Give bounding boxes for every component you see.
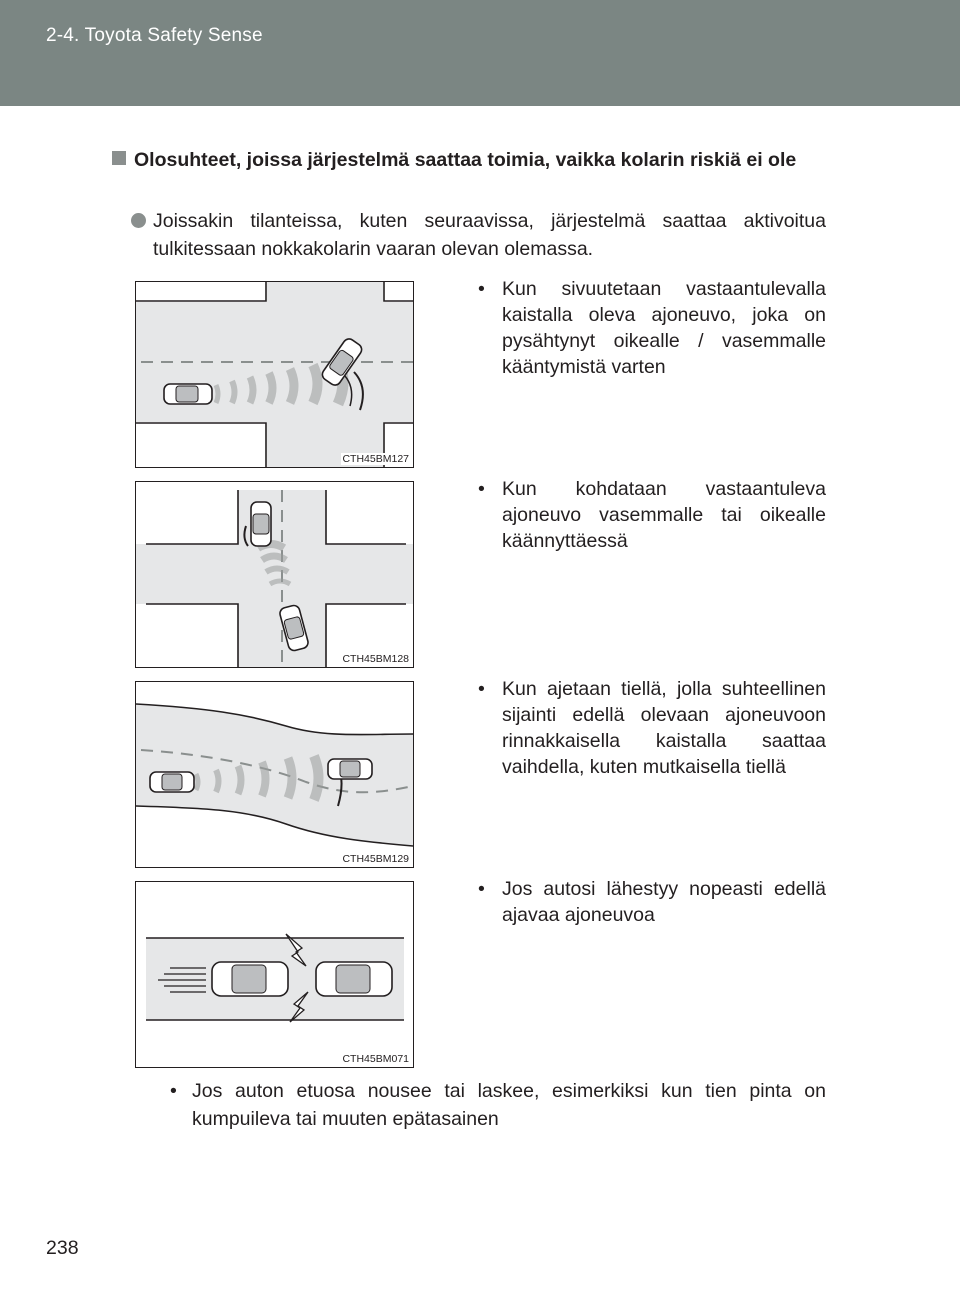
figure-winding-road: [135, 681, 414, 868]
bullet-item-oncoming: [478, 476, 826, 554]
figure-code: CTH45BM127: [342, 453, 409, 465]
figure-illustration: [136, 682, 413, 867]
section-heading-text: Olosuhteet, joissa järjestelmä saattaa toimia, vaikka kolarin riskiä ei ole: [134, 149, 797, 171]
section-heading: [112, 146, 826, 174]
figure-illustration: [136, 482, 413, 667]
figure-code: CTH45BM129: [342, 853, 409, 865]
chapter-title: 2-4. Toyota Safety Sense: [46, 25, 263, 46]
figure-code: CTH45BM071: [342, 1053, 409, 1065]
intro-text: Joissakin tilanteissa, kuten seuraavissa, järjestelmä saattaa aktivoitua tulkitessaan nokkakolarin vaaran olevan olemassa.: [153, 210, 826, 260]
bullet-text: Kun ajetaan tiellä, jolla suhteellinen sijainti edellä olevaan ajoneuvoon rinnakkaisella kaistalla saattaa vaihdella, kuten mutkaisella tiellä: [502, 678, 826, 778]
bullet-item-rapid-approach: [478, 876, 826, 928]
figure-illustration: [136, 882, 413, 1067]
round-bullet-icon: [131, 213, 146, 228]
bullet-item-winding-road: [478, 676, 826, 780]
bullet-text: Kun sivuutetaan vastaantulevalla kaistalla oleva ajoneuvo, joka on pysähtynyt oikealle / vasemmalle kääntymistä varten: [502, 278, 826, 378]
bullet-marker: •: [170, 1080, 177, 1102]
bullet-text: Kun kohdataan vastaantuleva ajoneuvo vasemmalle tai oikealle käännyttäessä: [502, 478, 826, 552]
figure-illustration: [136, 282, 413, 467]
bullet-marker: •: [478, 478, 485, 500]
bullet-item-uneven-road: [170, 1077, 826, 1133]
bullet-marker: •: [478, 678, 485, 700]
intro-paragraph: [131, 207, 826, 263]
page-number: 238: [46, 1237, 79, 1259]
bullet-text: Jos autosi lähestyy nopeasti edellä ajavaa ajoneuvoa: [502, 878, 826, 926]
bullet-item-passing: [478, 276, 826, 380]
page-header: [0, 0, 960, 106]
figure-rapid-approach: [135, 881, 414, 1068]
figure-oncoming-turn: [135, 481, 414, 668]
figure-code: CTH45BM128: [342, 653, 409, 665]
bullet-marker: •: [478, 278, 485, 300]
square-bullet-icon: [112, 151, 126, 165]
bullet-marker: •: [478, 878, 485, 900]
figure-passing-turning-vehicle: [135, 281, 414, 468]
bullet-text: Jos auton etuosa nousee tai laskee, esimerkiksi kun tien pinta on kumpuileva tai muuten epätasainen: [192, 1080, 826, 1130]
